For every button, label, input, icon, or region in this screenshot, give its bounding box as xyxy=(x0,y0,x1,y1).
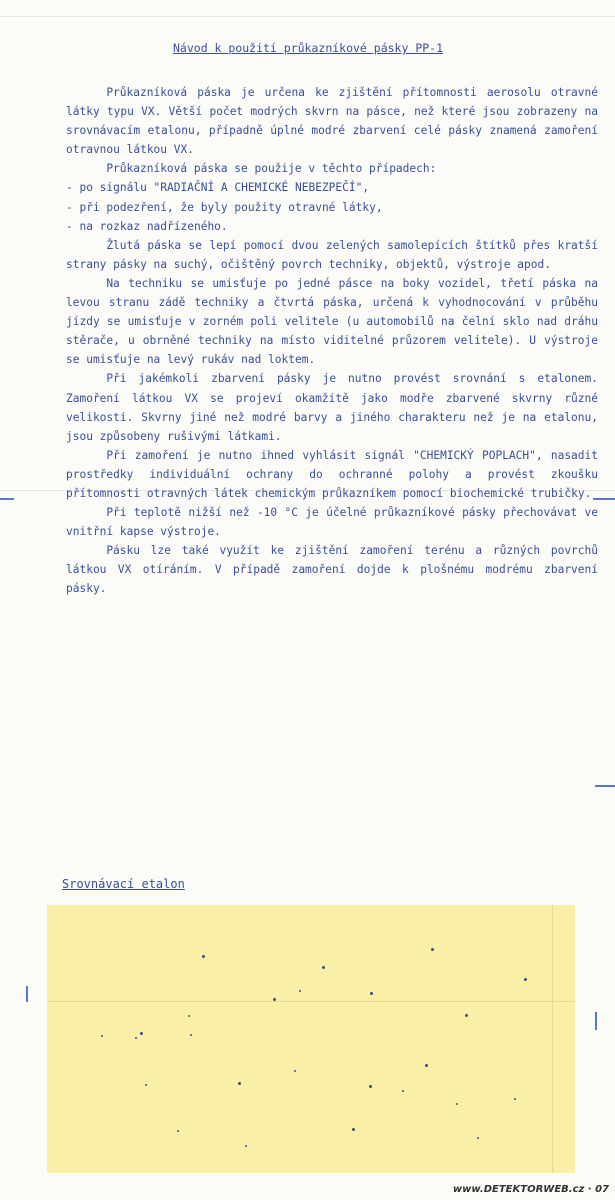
edge-tick-mark xyxy=(595,785,615,787)
etalon-dot xyxy=(202,955,205,958)
etalon-dot xyxy=(477,1137,479,1139)
etalon-dot xyxy=(299,990,301,992)
etalon-dot xyxy=(465,1014,468,1017)
etalon-dot xyxy=(425,1064,428,1067)
paragraph-terrain: Pásku lze také využít ke zjištění zamoření terénu a různých povrchů látkou VX otíráním. V případě zamoření dojde k plošnému modrému zbarvení pásky. xyxy=(66,544,598,596)
swatch-fold-line xyxy=(552,905,553,1173)
etalon-dot xyxy=(177,1130,179,1132)
etalon-dot xyxy=(294,1070,296,1072)
edge-tick-mark xyxy=(0,498,14,500)
paragraph-contamination: Při zamoření je nutno ihned vyhlásit signál "CHEMICKÝ POPLACH", nasadit prostředky individuální ochrany do ochranné polohy a provést zkoušku přítomnosti otravných látek chemickým průkazníkem pomocí biochemické trubičky. xyxy=(66,448,598,500)
etalon-dot xyxy=(188,1015,190,1017)
paragraph-purpose: Průkazníková páska je určena ke zjištění přítomnosti aerosolu otravné látky typu VX. Větší počet modrých skvrn na pásce, než které jsou zobrazeny na srovnávacím etalonu, případně úplné modré zbarvení celé pásky znamená zamoření otravnou látkou VX. xyxy=(66,86,598,157)
edge-tick-mark xyxy=(26,986,28,1002)
etalon-dot xyxy=(524,978,527,981)
etalon-dot xyxy=(370,992,373,995)
paragraph-comparison: Při jakémkoli zbarvení pásky je nutno provést srovnání s etalonem. Zamoření látkou VX se projeví okamžitě jako modře zbarvené skvrny různé velikosti. Skvrny jiné než modré barvy a jiného charakteru než je na etalonu, jsou způsobeny rušivými látkami. xyxy=(66,372,598,443)
etalon-dot xyxy=(402,1090,404,1092)
etalon-dot xyxy=(245,1145,247,1147)
paragraph-usage-intro: Průkazníková páska se použije v těchto případech: xyxy=(106,162,437,176)
swatch-fold-line xyxy=(47,1001,575,1002)
etalon-dot xyxy=(514,1098,516,1100)
etalon-label: Srovnávací etalon xyxy=(62,877,185,891)
edge-tick-mark xyxy=(595,1012,597,1030)
etalon-dot xyxy=(101,1035,103,1037)
etalon-dot xyxy=(135,1037,137,1039)
list-item: - při podezření, že byly použity otravné látky, xyxy=(66,200,383,214)
paragraph-placement: Na techniku se umisťuje po jedné pásce na boky vozidel, třetí páska na levou stranu zádě techniky a čtvrtá páska, určená k vyhodnocování v průběhu jízdy se umisťuje v zorném poli velitele (u automobilů na čelní sklo nad dráhu stěrače, u obrněné techniky na místo viditelné průzorem velitele). U výstroje se umisťuje na levý rukáv nad loktem. xyxy=(66,276,598,367)
instructions-body xyxy=(66,83,598,599)
etalon-dot xyxy=(273,998,276,1001)
comparison-etalon-swatch xyxy=(47,905,575,1173)
etalon-dot xyxy=(431,948,434,951)
paragraph-attachment: Žlutá páska se lepí pomocí dvou zelených samolepících štítků přes kratší strany pásky na suchý, očištěný povrch techniky, objektů, výstroje apod. xyxy=(66,238,598,271)
list-item: - po signálu "RADIAČNÍ A CHEMICKÉ NEBEZPEČÍ", xyxy=(66,181,370,195)
paragraph-temperature: Při teplotě nižší než -10 °C je účelné průkazníkové pásky přechovávat ve vnitřní kapse výstroje. xyxy=(66,506,598,539)
etalon-dot xyxy=(456,1103,458,1105)
list-item: - na rozkaz nadřízeného. xyxy=(66,219,228,233)
document-title: Návod k použití průkazníkové pásky PP-1 xyxy=(173,41,444,55)
paper-fold-line xyxy=(0,16,615,17)
etalon-dot xyxy=(369,1085,372,1088)
etalon-dot xyxy=(190,1034,192,1036)
watermark: www.DETEKTORWEB.cz · 07 xyxy=(452,1184,609,1195)
etalon-dot xyxy=(238,1082,241,1085)
etalon-dot xyxy=(145,1084,147,1086)
etalon-dot xyxy=(352,1128,355,1131)
etalon-dot xyxy=(140,1032,143,1035)
etalon-dot xyxy=(322,966,325,969)
